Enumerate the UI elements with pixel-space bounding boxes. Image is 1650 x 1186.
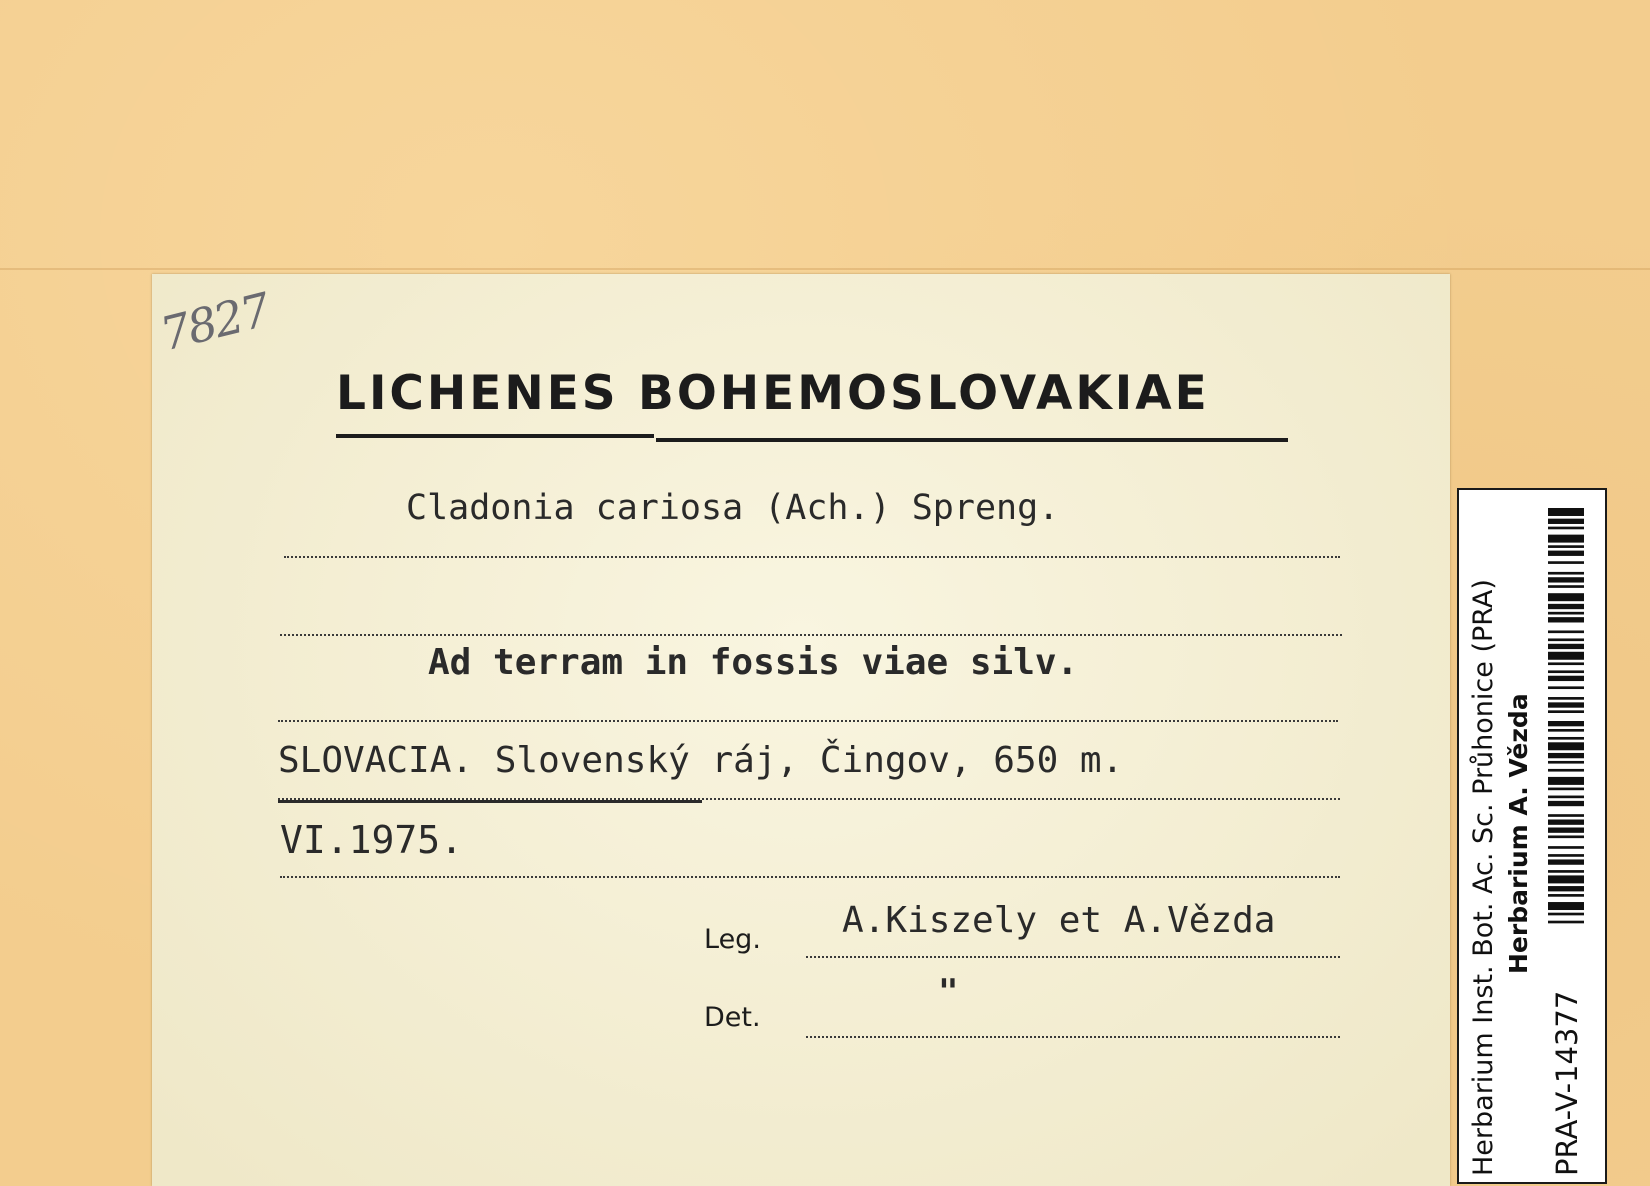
species-dotted-line: [284, 556, 1340, 558]
barcode-bar: [1548, 777, 1584, 785]
barcode-bar: [1548, 527, 1584, 530]
barcode-bar: [1548, 761, 1584, 764]
locality-dotted-line: [278, 798, 1340, 800]
barcode-bar: [1548, 902, 1584, 910]
locality-underline: [278, 800, 702, 803]
barcode-bar: [1548, 846, 1584, 849]
barcode-bar: [1548, 519, 1584, 524]
barcode-bar: [1548, 721, 1584, 726]
barcode-bar: [1548, 676, 1584, 681]
barcode-bar: [1548, 875, 1584, 883]
barcode-bar: [1548, 508, 1584, 516]
barcode-bar: [1548, 551, 1584, 556]
det-dotted-line: [806, 1036, 1340, 1038]
barcode-bar: [1548, 753, 1584, 758]
barcode-bar: [1548, 854, 1584, 857]
barcode-bar: [1548, 585, 1584, 588]
barcode-bar: [1548, 921, 1584, 924]
barcode-bar: [1548, 577, 1584, 582]
leg-value: A.Kiszely et A.Vězda: [842, 900, 1276, 941]
title-rule-right: [656, 438, 1288, 442]
leg-label: Leg.: [704, 924, 761, 955]
barcode-bar: [1548, 894, 1584, 897]
barcode-bar: [1548, 662, 1584, 665]
barcode-bar: [1548, 697, 1584, 700]
barcode-bar: [1548, 630, 1584, 633]
barcode-bar: [1548, 702, 1584, 707]
barcode: [1548, 508, 1584, 926]
barcode-bar: [1548, 604, 1584, 609]
barcode-bar: [1548, 638, 1584, 641]
barcode-bar: [1548, 820, 1584, 825]
det-value: ": [938, 972, 959, 1012]
institution-text: Herbarium Inst. Bot. Ac. Sc. Průhonice (PRA): [1468, 579, 1499, 1176]
label-title: LICHENES BOHEMOSLOVAKIAE: [336, 366, 1210, 421]
date-text: VI.1975.: [280, 818, 464, 862]
barcode-bar: [1548, 535, 1584, 543]
barcode-bar: [1548, 796, 1584, 799]
barcode-bar: [1548, 769, 1584, 772]
barcode-bar: [1548, 670, 1584, 673]
barcode-bar: [1548, 886, 1584, 891]
barcode-bar: [1548, 710, 1584, 713]
blank-dotted-line: [280, 634, 1342, 636]
barcode-bar: [1548, 561, 1584, 564]
date-dotted-line: [280, 876, 1340, 878]
barcode-bar: [1548, 593, 1584, 601]
barcode-bar: [1548, 859, 1584, 864]
barcode-bar: [1548, 827, 1584, 832]
barcode-bar: [1548, 814, 1584, 817]
habitat-text: Ad terram in fossis viae silv.: [428, 642, 1079, 683]
det-label: Det.: [704, 1002, 761, 1033]
barcode-bar: [1548, 617, 1584, 622]
barcode-bar: [1548, 737, 1584, 740]
barcode-bar: [1548, 835, 1584, 838]
barcode-bar: [1548, 652, 1584, 660]
barcode-bar: [1548, 686, 1584, 689]
barcode-bar: [1548, 913, 1584, 916]
title-rule-left: [336, 434, 654, 438]
habitat-dotted-line: [278, 720, 1338, 722]
barcode-bar: [1548, 742, 1584, 750]
barcode-bar: [1548, 545, 1584, 548]
barcode-bar: [1548, 572, 1584, 575]
barcode-bar: [1548, 788, 1584, 791]
barcode-bar: [1548, 729, 1584, 732]
species-name: Cladonia cariosa (Ach.) Spreng.: [406, 488, 1060, 528]
barcode-bar: [1548, 801, 1584, 806]
catalog-number-text: PRA-V-14377: [1550, 990, 1584, 1176]
leg-dotted-line: [806, 956, 1340, 958]
handwritten-number: 7827: [155, 282, 274, 362]
barcode-bar: [1548, 870, 1584, 873]
folder-edge: [0, 268, 1650, 270]
collection-text: Herbarium A. Vězda: [1504, 693, 1533, 974]
barcode-bar: [1548, 612, 1584, 615]
locality-text: SLOVACIA. Slovenský ráj, Čingov, 650 m.: [278, 740, 1124, 781]
barcode-bar: [1548, 644, 1584, 649]
